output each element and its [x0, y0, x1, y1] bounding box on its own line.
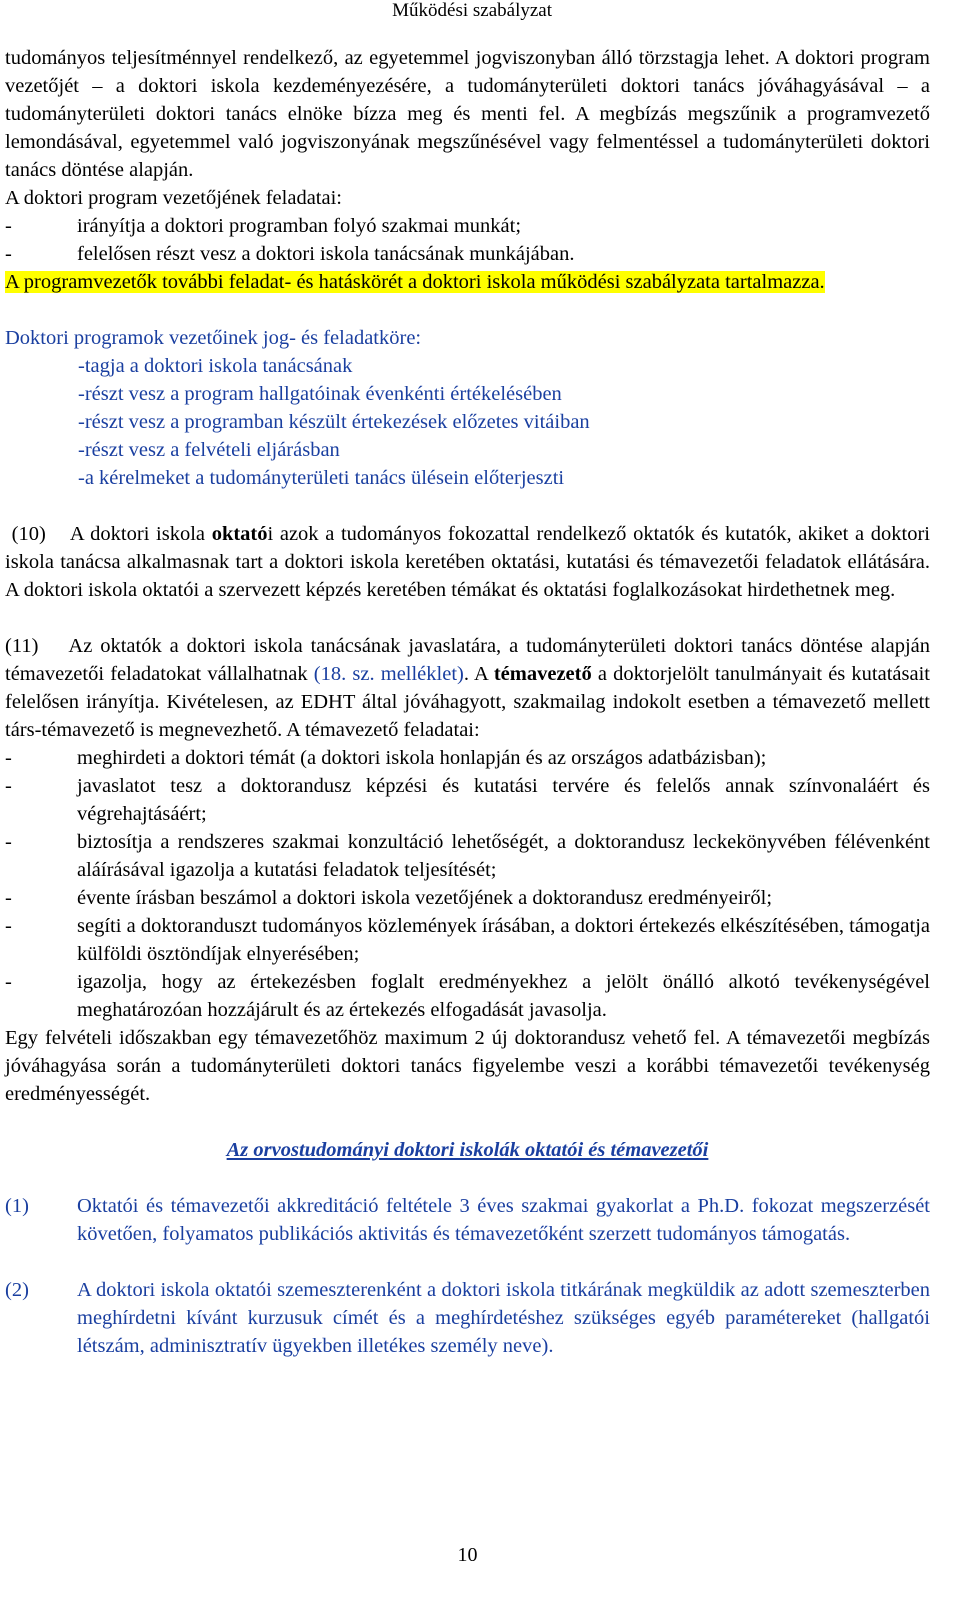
- list-item: [5, 212, 930, 240]
- paragraph-program-leader: tudományos teljesítménnyel rendelkező, az egyetemmel jogviszonyban álló törzstagja lehet. A doktori program vezetőjét – a doktori iskola kezdeményezésére, a tudományterületi doktori tanács jóváhagyásával – a tudományterületi doktori tanács elnöke bízza meg és menti fel. A megbízás megszűnik a programvezető lemondásával, egyetemmel való jogviszonyának megszűnésével vagy felmentéssel a tudományterületi doktori tanács döntése alapján.: [5, 47, 930, 181]
- rights-title: Doktori programok vezetőinek jog- és feladatköre:: [5, 327, 422, 349]
- list-item: - biztosítja a rendszeres szakmai konzultáció lehetőségét, a doktorandusz leckekönyvében félévenként aláírásával igazolja a kutatási feladatok teljesítését;: [5, 831, 930, 881]
- list-dash: -: [5, 215, 12, 237]
- item-text: A doktori iskola oktatói szemeszterenként a doktori iskola titkárának megküldik az adott szemeszterben meghírdetni kívánt kurzusuk címét és a meghírdetéshez szükséges egyéb paramétereket (hallgatói létszám, adminisztratív ügyekben illetékes személy neve).: [77, 1279, 930, 1357]
- list-item: - meghirdeti a doktori témát (a doktori iskola honlapján és az országos adatbázisban);: [5, 747, 767, 769]
- item-number: (1): [5, 1195, 29, 1217]
- section-heading: Az orvostudományi doktori iskolák oktatói és témavezetői: [226, 1139, 709, 1161]
- item-number: (2): [5, 1279, 29, 1301]
- list-item-text: felelősen részt vesz a doktori iskola tanácsának munkájában.: [77, 243, 575, 265]
- bold-term-oktato: oktató: [211, 523, 268, 545]
- list-dash: -: [5, 243, 12, 265]
- paragraph-number: (11): [5, 635, 39, 657]
- list-item: - igazolja, hogy az értekezésben foglalt eredményekhez a jelölt önálló alkotó tevékenységével meghatározóan hozzájárult és az értekezés elfogadását javasolja.: [5, 971, 930, 1021]
- item-text: Oktatói és témavezetői akkreditáció feltétele 3 éves szakmai gyakorlat a Ph.D. fokozat megszerzését követően, folyamatos publikációs aktivitás és témavezetőként szerzett tudományos támogatás.: [77, 1195, 930, 1245]
- list-item: - segíti a doktoranduszt tudományos közlemények írásában, a doktori értekezés elkészítésében, támogatja külföldi ösztöndíjak elnyerésében;: [5, 915, 930, 965]
- paragraph-leader-tasks-intro: A doktori program vezetőjének feladatai:: [5, 187, 342, 209]
- rights-list: [5, 352, 930, 492]
- program-leaders-rights-section: [5, 324, 930, 492]
- list-item: -részt vesz a programban készült értekezések előzetes vitáiban: [78, 411, 590, 433]
- page-content: [5, 44, 930, 1360]
- numbered-item: [5, 1192, 930, 1248]
- paragraph-10: (10) A doktori iskola oktatói azok a tudományos fokozattal rendelkező oktatók és kutatók, akiket a doktori iskola tanácsa alkalmasnak tart a doktori iskola keretében oktatási, kutatási és témavezetői feladatok ellátására. A doktori iskola oktatói a szervezett képzés keretében témákat és oktatási foglalkozásokat hirdethetnek meg.: [5, 523, 930, 601]
- appendix-reference: (18. sz. melléklet): [313, 663, 464, 685]
- highlight-text: A programvezetők további feladat- és hatáskörét a doktori iskola működési szabályzata tartalmazza.: [5, 271, 825, 293]
- list-item: -részt vesz a felvételi eljárásban: [78, 439, 340, 461]
- numbered-item: [5, 1276, 930, 1360]
- list-item: -a kérelmeket a tudományterületi tanács ülésein előterjeszti: [78, 467, 565, 489]
- list-item: [5, 240, 930, 268]
- bold-term-temavezeto: témavezető: [493, 663, 592, 685]
- paragraph-supervisor-limits: Egy felvételi időszakban egy témavezetőhöz maximum 2 új doktorandusz vehető fel. A témavezetői megbízás jóváhagyása során a tudományterületi doktori tanács figyelembe veszi a korábbi témavezetői tevékenység eredményességét.: [5, 1027, 930, 1105]
- list-item-text: irányítja a doktori programban folyó szakmai munkát;: [77, 215, 522, 237]
- page-header: Működési szabályzat: [392, 0, 552, 21]
- list-item: -részt vesz a program hallgatóinak évenkénti értékelésében: [78, 383, 562, 405]
- paragraph-11: (11) Az oktatók a doktori iskola tanácsának javaslatára, a tudományterületi doktori tanács döntése alapján témavezetői feladatokat vállalhatnak (18. sz. melléklet). A témavezető a doktorjelölt tanulmányait és kutatásait felelősen irányítja. Kivételesen, az EDHT által jóváhagyott, szakmailag indokolt esetben a témavezető mellett társ-témavezető is megnevezhető. A témavezető feladatai:: [5, 635, 930, 741]
- highlighted-paragraph: [5, 268, 930, 296]
- page-number: 10: [457, 1544, 478, 1566]
- list-item: - javaslatot tesz a doktorandusz képzési és kutatási tervére és felelős annak színvonaláért és végrehajtásáért;: [5, 775, 930, 825]
- paragraph-number: (10): [11, 523, 46, 545]
- list-item: - évente írásban beszámol a doktori iskola vezetőjének a doktorandusz eredményeiről;: [5, 887, 773, 909]
- list-item: -tagja a doktori iskola tanácsának: [78, 355, 353, 377]
